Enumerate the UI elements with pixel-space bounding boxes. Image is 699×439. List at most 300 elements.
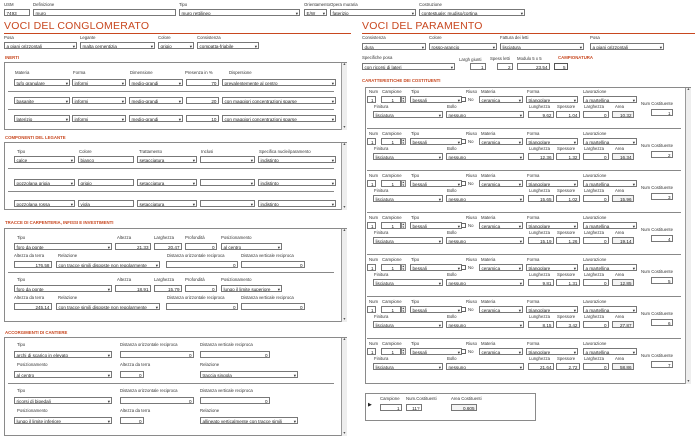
inerti-forma-select[interactable]: informi ▾: [72, 79, 126, 86]
accorgimenti-tipo-label: Tipo: [17, 342, 26, 347]
tracce-dist-vert-field[interactable]: 0: [241, 261, 305, 268]
inerti-presenza-field[interactable]: 70: [186, 79, 219, 86]
cost-campione-label: Campione: [382, 215, 402, 220]
cost-numcost-label: Num Costituente: [641, 311, 674, 316]
componenti-colore-field[interactable]: bianco: [78, 156, 134, 163]
cost-bollo-label: Bollo: [447, 146, 457, 151]
inerti-scrollbar[interactable]: [341, 63, 347, 130]
cost-bollo-select[interactable]: nessuno ▾: [446, 279, 524, 286]
cost-numcost-label: Num Costituente: [641, 101, 674, 106]
tracce-profondita-field[interactable]: 0: [185, 285, 217, 292]
cost-spessore-label: Spessore: [557, 272, 576, 277]
cost-forma-select[interactable]: triangolare ▾: [526, 96, 578, 103]
cost-forma-select[interactable]: triangolare ▾: [526, 222, 578, 229]
cost-tipo-select[interactable]: bessali ▾: [410, 180, 462, 187]
inerti-divider: [8, 91, 334, 92]
accorgimenti-scrollbar[interactable]: [341, 338, 347, 436]
cost-forma-label: Forma: [527, 341, 540, 346]
cost-campione-label: Campione: [382, 341, 402, 346]
componenti-header-tipo: Tipo: [17, 149, 26, 154]
cost-riuso-value: No: [468, 306, 474, 312]
accorgimenti-dist-vert-label: Distanza verticale reciproca: [200, 342, 253, 347]
usm-field[interactable]: 7493: [4, 9, 30, 16]
orientamento-select[interactable]: E/W ▾: [304, 9, 327, 16]
cost-materia-select[interactable]: ceramica ▾: [479, 180, 523, 187]
cost-bollo-select[interactable]: nessuno ▾: [446, 153, 524, 160]
campionatura-title: CAMPIONATURA: [558, 55, 594, 60]
tracce-altezza-field[interactable]: 21.33: [115, 243, 151, 250]
cost-riuso-checkbox[interactable]: [461, 181, 466, 186]
cost-materia-label: Materia: [481, 131, 496, 136]
cost-riuso-label: Riuso: [466, 89, 477, 94]
cost-num-label: Num: [369, 299, 379, 304]
cost-lavorazione-label: Lavorazione: [583, 299, 607, 304]
tracce-altezza-field[interactable]: 18.91: [115, 285, 151, 292]
cost-lunghezza-field[interactable]: 15,19: [528, 237, 554, 244]
cost-forma-select[interactable]: triangolare ▾: [526, 306, 578, 313]
inerti-dispersione-select[interactable]: con maggiori concentrazioni sparse ▾: [222, 97, 336, 104]
cost-finitura-label: Finitura: [374, 356, 389, 361]
inerti-forma-select[interactable]: informi ▾: [72, 115, 126, 122]
cost-lunghezza-field[interactable]: 15,65: [528, 195, 554, 202]
tracce-profondita-label: Profondità: [185, 235, 205, 240]
componenti-trattamento-select[interactable]: setacciatura ▾: [137, 179, 197, 186]
cost-riuso-checkbox[interactable]: [461, 307, 466, 312]
tracce-title: TRACCE DI CARPENTERIA, INFISSI E INVESTIMENTI: [5, 220, 114, 225]
componenti-header-trattamento: Trattamento: [139, 149, 163, 154]
componenti-trattamento-select[interactable]: setacciatura ▾: [137, 200, 197, 207]
cost-num-field[interactable]: 1: [367, 138, 376, 145]
accorgimenti-posizionamento-select[interactable]: lungo il limite inferiore ▾: [14, 417, 112, 424]
cost-campione-label: Campione: [382, 173, 402, 178]
cost-lunghezza-field[interactable]: 12,36: [528, 153, 554, 160]
cost-numcost-field[interactable]: 6: [651, 319, 673, 326]
par-specifiche-select[interactable]: con ricorsi di lateri ▾: [362, 63, 455, 70]
tracce-profondita-field[interactable]: 0: [185, 243, 217, 250]
tracce-profondita-label: Profondità: [185, 277, 205, 282]
cost-num-field[interactable]: 1: [367, 96, 376, 103]
posa-label: Posa: [4, 35, 14, 40]
cost-larghezza-field[interactable]: 0: [583, 237, 609, 244]
tracce-larghezza-field[interactable]: 15.79: [154, 285, 182, 292]
tracce-posizionamento-select[interactable]: lungo il limite superiore ▾: [221, 285, 282, 292]
opera-select[interactable]: faterizio ▾: [330, 9, 416, 16]
inerti-presenza-field[interactable]: 10: [186, 115, 219, 122]
cost-campione-field[interactable]: 1: [381, 348, 401, 355]
inerti-divider: [8, 109, 334, 110]
cost-spessore-label: Spessore: [557, 230, 576, 235]
cost-spessore-field[interactable]: 3,42: [556, 321, 580, 328]
componenti-scrollbar[interactable]: [341, 143, 347, 210]
inerti-header-dispersione: Dispersione: [229, 70, 252, 75]
cost-numcost-field[interactable]: 5: [651, 277, 673, 284]
cost-materia-select[interactable]: ceramica ▾: [479, 138, 523, 145]
costruzione-select[interactable]: contestuale: mudiso/cortina ▾: [419, 9, 525, 16]
tracce-dist-orizz-label: Distanza orizzontale reciproca: [167, 295, 225, 300]
tracce-larghezza-field[interactable]: 20.47: [154, 243, 182, 250]
cost-riuso-checkbox[interactable]: [461, 97, 466, 102]
cost-spessore-field[interactable]: 1,32: [556, 153, 580, 160]
cost-campione-stepper[interactable]: ▴ ▾: [402, 96, 404, 104]
cost-tipo-select[interactable]: bessali ▾: [410, 306, 462, 313]
cost-tipo-select[interactable]: bessali ▾: [410, 222, 462, 229]
accorgimenti-dist-vert-field[interactable]: 0: [200, 397, 270, 404]
cost-lavorazione-select[interactable]: a martellina ▾: [583, 96, 637, 103]
definizione-label: Definizione: [33, 2, 55, 7]
cost-materia-select[interactable]: ceramica ▾: [479, 96, 523, 103]
cost-campione-stepper[interactable]: ▴ ▾: [402, 222, 404, 230]
componenti-specifica-select[interactable]: indistinto ▾: [258, 200, 336, 207]
cost-larghezza-label: Larghezza: [584, 314, 605, 319]
par-fattura-select[interactable]: lisciatura ▾: [500, 43, 584, 50]
par-consistenza-label: Consistenza: [362, 35, 386, 40]
cost-area-field: 12,85: [612, 279, 634, 286]
tracce-tipo-select[interactable]: foro da ponte ▾: [14, 243, 112, 250]
cost-num-field[interactable]: 1: [367, 180, 376, 187]
cost-campione-stepper[interactable]: ▴ ▾: [402, 306, 404, 314]
tracce-relazione-label: Relazione: [58, 253, 78, 258]
cost-finitura-select[interactable]: lisciatura ▾: [373, 153, 443, 160]
cost-riuso-checkbox[interactable]: [461, 223, 466, 228]
cost-larghezza-field[interactable]: 0: [583, 363, 609, 370]
par-posa-select[interactable]: a piani orizzontali ▾: [590, 43, 664, 50]
posa-select[interactable]: a piani orizzontali ▾: [4, 42, 77, 49]
cost-tipo-select[interactable]: bessali ▾: [410, 348, 462, 355]
cost-riuso-label: Riuso: [466, 299, 477, 304]
tracce-relazione-select[interactable]: con tracce simili disposte non regolarmente ▾: [56, 261, 160, 268]
tracce-tipo-select[interactable]: foro da ponte ▾: [14, 285, 112, 292]
inerti-header-forma: Forma: [73, 70, 86, 75]
cost-larghezza-label: Larghezza: [584, 104, 605, 109]
componenti-inclusi-select[interactable]: [200, 179, 255, 186]
tracce-divider: [8, 272, 334, 273]
inerti-title: INERTI: [5, 55, 20, 60]
par-colore-select[interactable]: rosso-arancio ▾: [429, 43, 497, 50]
accorgimenti-dist-orizz-field[interactable]: 0: [120, 351, 194, 358]
cost-riuso-value: No: [468, 264, 474, 270]
cost-tipo-label: Tipo: [411, 173, 420, 178]
tracce-dist-orizz-field[interactable]: 0: [166, 303, 238, 310]
summary-numcost-field[interactable]: 11?: [406, 404, 422, 411]
inerti-dimensione-select[interactable]: medio-grandi ▾: [129, 97, 183, 104]
cost-numcost-field[interactable]: 3: [651, 193, 673, 200]
componenti-divider: [8, 191, 334, 192]
cost-larghezza-field[interactable]: 0: [583, 279, 609, 286]
cost-spessore-field[interactable]: 1,04: [556, 111, 580, 118]
legante-select[interactable]: malta cementizia ▾: [80, 42, 155, 49]
cost-campione-field[interactable]: 1: [381, 306, 401, 313]
cost-num-field[interactable]: 1: [367, 306, 376, 313]
cost-numcost-field[interactable]: 2: [651, 151, 673, 158]
cost-finitura-select[interactable]: lisciatura ▾: [373, 279, 443, 286]
cost-lavorazione-select[interactable]: a martellina ▾: [583, 306, 637, 313]
cost-campione-label: Campione: [382, 131, 402, 136]
cost-forma-select[interactable]: triangolare ▾: [526, 264, 578, 271]
cost-riuso-value: No: [468, 222, 474, 228]
tracce-posizionamento-select[interactable]: al centro ▾: [221, 243, 282, 250]
cost-lunghezza-label: Lunghezza: [529, 272, 551, 277]
cost-forma-select[interactable]: triangolare ▾: [526, 348, 578, 355]
cost-lunghezza-field[interactable]: 9,62: [528, 111, 554, 118]
cost-riuso-label: Riuso: [466, 173, 477, 178]
usm-label: USM: [4, 2, 14, 7]
accorgimenti-posizionamento-select[interactable]: al centro ▾: [14, 371, 112, 378]
inerti-dimensione-select[interactable]: medio-grandi ▾: [129, 79, 183, 86]
componenti-inclusi-select[interactable]: [200, 200, 255, 207]
cost-area-field: 27,87: [612, 321, 634, 328]
inerti-dimensione-select[interactable]: medio-grandi ▾: [129, 115, 183, 122]
inerti-materia-select[interactable]: laterizio ▾: [14, 115, 70, 122]
cost-larghezza-label: Larghezza: [584, 146, 605, 151]
componenti-colore-field[interactable]: viola: [78, 200, 134, 207]
cost-area-label: Area: [615, 188, 625, 193]
cost-larghezza-field[interactable]: 0: [583, 153, 609, 160]
inerti-dispersione-select[interactable]: con maggiori concentrazioni sparse ▾: [222, 115, 336, 122]
cost-spessore-field[interactable]: 2,72: [556, 363, 580, 370]
tracce-larghezza-label: Larghezza: [154, 235, 175, 240]
cost-materia-select[interactable]: ceramica ▾: [479, 222, 523, 229]
costituente-divider: [367, 296, 681, 297]
cost-tipo-label: Tipo: [411, 257, 420, 262]
cost-campione-field[interactable]: 1: [381, 96, 401, 103]
cost-materia-select[interactable]: ceramica ▾: [479, 264, 523, 271]
tracce-tipo-label: Tipo: [17, 277, 26, 282]
cost-tipo-select[interactable]: bessali ▾: [410, 138, 462, 145]
cost-lavorazione-label: Lavorazione: [583, 341, 607, 346]
summary-campione-field[interactable]: 1: [380, 404, 402, 411]
cost-larghezza-label: Larghezza: [584, 188, 605, 193]
cost-spessore-label: Spessore: [557, 104, 576, 109]
cost-num-label: Num: [369, 89, 379, 94]
cost-riuso-label: Riuso: [466, 131, 477, 136]
cost-lunghezza-field[interactable]: 9,81: [528, 279, 554, 286]
definizione-field[interactable]: muro: [33, 9, 176, 16]
tracce-dist-vert-label: Distanza verticale reciproca: [241, 295, 294, 300]
accorgimenti-altezza-terra-field[interactable]: 0: [120, 417, 144, 424]
summary-area-field: 0,605: [451, 404, 477, 411]
cost-bollo-select[interactable]: nessuno ▾: [446, 195, 524, 202]
cost-lunghezza-field[interactable]: 21,64: [528, 363, 554, 370]
cost-finitura-select[interactable]: lisciatura ▾: [373, 195, 443, 202]
cost-larghezza-label: Larghezza: [584, 230, 605, 235]
colore-label: Colore: [158, 35, 171, 40]
cost-materia-select[interactable]: ceramica ▾: [479, 306, 523, 313]
cost-spessore-label: Spessore: [557, 146, 576, 151]
componenti-trattamento-select[interactable]: setacciatura ▾: [137, 156, 197, 163]
cost-numcost-label: Num Costituente: [641, 353, 674, 358]
cost-riuso-checkbox[interactable]: [461, 139, 466, 144]
orientamento-label: Orientamento: [304, 2, 331, 7]
componenti-specifica-select[interactable]: indistinto ▾: [258, 156, 336, 163]
cost-spessore-field[interactable]: 1,26: [556, 237, 580, 244]
tracce-altezza-terra-label: Altezza da terra: [14, 253, 45, 258]
costituente-divider: [367, 254, 681, 255]
par-specifiche-label: Specifiche posa: [362, 55, 393, 60]
tracce-scrollbar[interactable]: [341, 229, 347, 322]
cost-bollo-select[interactable]: nessuno ▾: [446, 321, 524, 328]
cost-num-field[interactable]: 1: [367, 222, 376, 229]
cost-num-field[interactable]: 1: [367, 348, 376, 355]
accorgimenti-dist-vert-field[interactable]: 0: [200, 351, 270, 358]
costituente-divider: [367, 128, 681, 129]
cost-area-label: Area: [615, 356, 625, 361]
cost-numcost-field[interactable]: 1: [651, 109, 673, 116]
tracce-dist-vert-label: Distanza verticale reciproca: [241, 253, 294, 258]
inerti-dispersione-select[interactable]: prevalentemente al centro ▾: [222, 79, 336, 86]
cost-lavorazione-select[interactable]: a martellina ▾: [583, 348, 637, 355]
cost-campione-stepper[interactable]: ▴ ▾: [402, 138, 404, 146]
costituente-divider: [367, 212, 681, 213]
cost-numcost-field[interactable]: 7: [651, 361, 673, 368]
par-spess-field[interactable]: 2: [497, 63, 513, 70]
summary-arrow-icon: ▶: [368, 402, 372, 408]
cost-larghezza-field[interactable]: 0: [583, 195, 609, 202]
cost-bollo-label: Bollo: [447, 104, 457, 109]
caratteristiche-scrollbar[interactable]: [685, 88, 691, 384]
par-modulo-n-field[interactable]: 5: [554, 63, 568, 70]
tipo-select[interactable]: muro rettilineo ▾: [179, 9, 300, 16]
tracce-altezza-label: Altezza: [117, 235, 132, 240]
accorgimenti-altezza-terra-field[interactable]: 0: [120, 371, 144, 378]
accorgimenti-relazione-select[interactable]: allineato verticalmente con tracce simili ▾: [200, 417, 298, 424]
par-fattura-label: Fattura dei letti: [500, 35, 529, 40]
cost-lavorazione-label: Lavorazione: [583, 89, 607, 94]
cost-larghezza-label: Larghezza: [584, 272, 605, 277]
cost-lavorazione-select[interactable]: a martellina ▾: [583, 222, 637, 229]
cost-campione-stepper[interactable]: ▴ ▾: [402, 180, 404, 188]
cost-forma-select[interactable]: triangolare ▾: [526, 180, 578, 187]
cost-campione-field[interactable]: 1: [381, 138, 401, 145]
cost-spessore-field[interactable]: 1,02: [556, 195, 580, 202]
tracce-altezza-terra-field[interactable]: 176,58: [14, 261, 52, 268]
componenti-specifica-select[interactable]: indistinto ▾: [258, 179, 336, 186]
colore-select[interactable]: grigio ▾: [158, 42, 194, 49]
inerti-materia-select[interactable]: basanite ▾: [14, 97, 70, 104]
accorgimenti-altezza-terra-label: Altezza da terra: [120, 362, 151, 367]
cost-finitura-select[interactable]: lisciatura ▾: [373, 237, 443, 244]
cost-riuso-value: No: [468, 180, 474, 186]
cost-tipo-select[interactable]: bessali ▾: [410, 96, 462, 103]
cost-forma-label: Forma: [527, 257, 540, 262]
inerti-header-materia: Materia: [15, 70, 30, 75]
accorgimenti-dist-orizz-field[interactable]: 0: [120, 397, 194, 404]
cost-bollo-label: Bollo: [447, 314, 457, 319]
cost-area-label: Area: [615, 314, 625, 319]
cost-finitura-select[interactable]: lisciatura ▾: [373, 363, 443, 370]
cost-lunghezza-label: Lunghezza: [529, 314, 551, 319]
inerti-presenza-field[interactable]: 20: [186, 97, 219, 104]
par-consistenza-select[interactable]: dura ▾: [362, 43, 426, 50]
cost-lunghezza-field[interactable]: 8,15: [528, 321, 554, 328]
cost-spessore-field[interactable]: 1,31: [556, 279, 580, 286]
cost-campione-field[interactable]: 1: [381, 222, 401, 229]
cost-area-field: 19,14: [612, 237, 634, 244]
cost-spessore-label: Spessore: [557, 314, 576, 319]
tracce-dist-orizz-field[interactable]: 0: [166, 261, 238, 268]
cost-riuso-checkbox[interactable]: [461, 349, 466, 354]
cost-bollo-label: Bollo: [447, 356, 457, 361]
cost-num-field[interactable]: 1: [367, 264, 376, 271]
cost-forma-label: Forma: [527, 173, 540, 178]
cost-lunghezza-label: Lunghezza: [529, 188, 551, 193]
cost-forma-select[interactable]: triangolare ▾: [526, 138, 578, 145]
cost-riuso-checkbox[interactable]: [461, 265, 466, 270]
cost-finitura-label: Finitura: [374, 188, 389, 193]
par-modulo-field[interactable]: 23,54: [517, 63, 550, 70]
accorgimenti-relazione-label: Relazione: [200, 408, 220, 413]
accorgimenti-tipo-select[interactable]: archi di scarico in elevato ▾: [14, 351, 112, 358]
cost-finitura-select[interactable]: lisciatura ▾: [373, 321, 443, 328]
cost-larghezza-field[interactable]: 0: [583, 321, 609, 328]
accorgimenti-dist-vert-label: Distanza verticale reciproca: [200, 388, 253, 393]
cost-bollo-select[interactable]: nessuno ▾: [446, 237, 524, 244]
cost-campione-stepper[interactable]: ▴ ▾: [402, 264, 404, 272]
componenti-colore-field[interactable]: grigio: [78, 179, 134, 186]
tracce-relazione-select[interactable]: con tracce simili disposte non regolarmente ▾: [56, 303, 160, 310]
cost-area-label: Area: [615, 104, 625, 109]
cost-numcost-label: Num Costituente: [641, 143, 674, 148]
cost-lunghezza-label: Lunghezza: [529, 146, 551, 151]
accorgimenti-relazione-select[interactable]: traccia singola ▾: [200, 371, 298, 378]
par-largh-field[interactable]: 1: [470, 63, 486, 70]
cost-lavorazione-select[interactable]: a martellina ▾: [583, 264, 637, 271]
cost-tipo-select[interactable]: bessali ▾: [410, 264, 462, 271]
cost-materia-label: Materia: [481, 299, 496, 304]
accorgimenti-tipo-select[interactable]: ricorsi di bipedali ▾: [14, 397, 112, 404]
componenti-tipo-select[interactable]: calce ▾: [14, 156, 75, 163]
cost-numcost-label: Num Costituente: [641, 185, 674, 190]
inerti-forma-select[interactable]: informi ▾: [72, 97, 126, 104]
componenti-tipo-select[interactable]: pozzolana grigia ▾: [14, 179, 75, 186]
cost-campione-field[interactable]: 1: [381, 264, 401, 271]
cost-finitura-label: Finitura: [374, 104, 389, 109]
cost-bollo-select[interactable]: nessuno ▾: [446, 111, 524, 118]
paramento-rule: [362, 33, 695, 34]
cost-tipo-label: Tipo: [411, 299, 420, 304]
cost-materia-select[interactable]: ceramica ▾: [479, 348, 523, 355]
cost-numcost-label: Num Costituente: [641, 269, 674, 274]
cost-lavorazione-select[interactable]: a martellina ▾: [583, 180, 637, 187]
componenti-inclusi-select[interactable]: [200, 156, 255, 163]
componenti-tipo-select[interactable]: pozzolana rossa ▾: [14, 200, 75, 207]
cost-lavorazione-label: Lavorazione: [583, 173, 607, 178]
tracce-relazione-label: Relazione: [58, 295, 78, 300]
summary-area-label: Area Costituenti: [451, 396, 482, 401]
consistenza-select[interactable]: compatta-friabile ▾: [197, 42, 259, 49]
cost-tipo-label: Tipo: [411, 341, 420, 346]
cost-riuso-value: No: [468, 138, 474, 144]
cost-lunghezza-label: Lunghezza: [529, 104, 551, 109]
cost-campione-stepper[interactable]: ▴ ▾: [402, 348, 404, 356]
cost-spessore-label: Spessore: [557, 356, 576, 361]
cost-bollo-select[interactable]: nessuno ▾: [446, 363, 524, 370]
tracce-altezza-label: Altezza: [117, 277, 132, 282]
accorgimenti-dist-orizz-label: Distanza orizzontale reciproca: [120, 342, 178, 347]
cost-area-label: Area: [615, 146, 625, 151]
cost-numcost-field[interactable]: 4: [651, 235, 673, 242]
tracce-dist-vert-field[interactable]: 0: [241, 303, 305, 310]
cost-campione-field[interactable]: 1: [381, 180, 401, 187]
tracce-altezza-terra-field[interactable]: 245,14: [14, 303, 52, 310]
accorgimenti-tipo-label: Tipo: [17, 388, 26, 393]
inerti-materia-select[interactable]: tufo granulare ▾: [14, 79, 70, 86]
cost-finitura-select[interactable]: lisciatura ▾: [373, 111, 443, 118]
componenti-title: COMPONENTI DEL LEGANTE: [5, 135, 66, 140]
accorgimenti-title: ACCORGIMENTI DI CANTIERE: [5, 330, 68, 335]
cost-larghezza-field[interactable]: 0: [583, 111, 609, 118]
inerti-header-dimensione: Dimensione: [130, 70, 153, 75]
cost-lavorazione-select[interactable]: a martellina ▾: [583, 138, 637, 145]
